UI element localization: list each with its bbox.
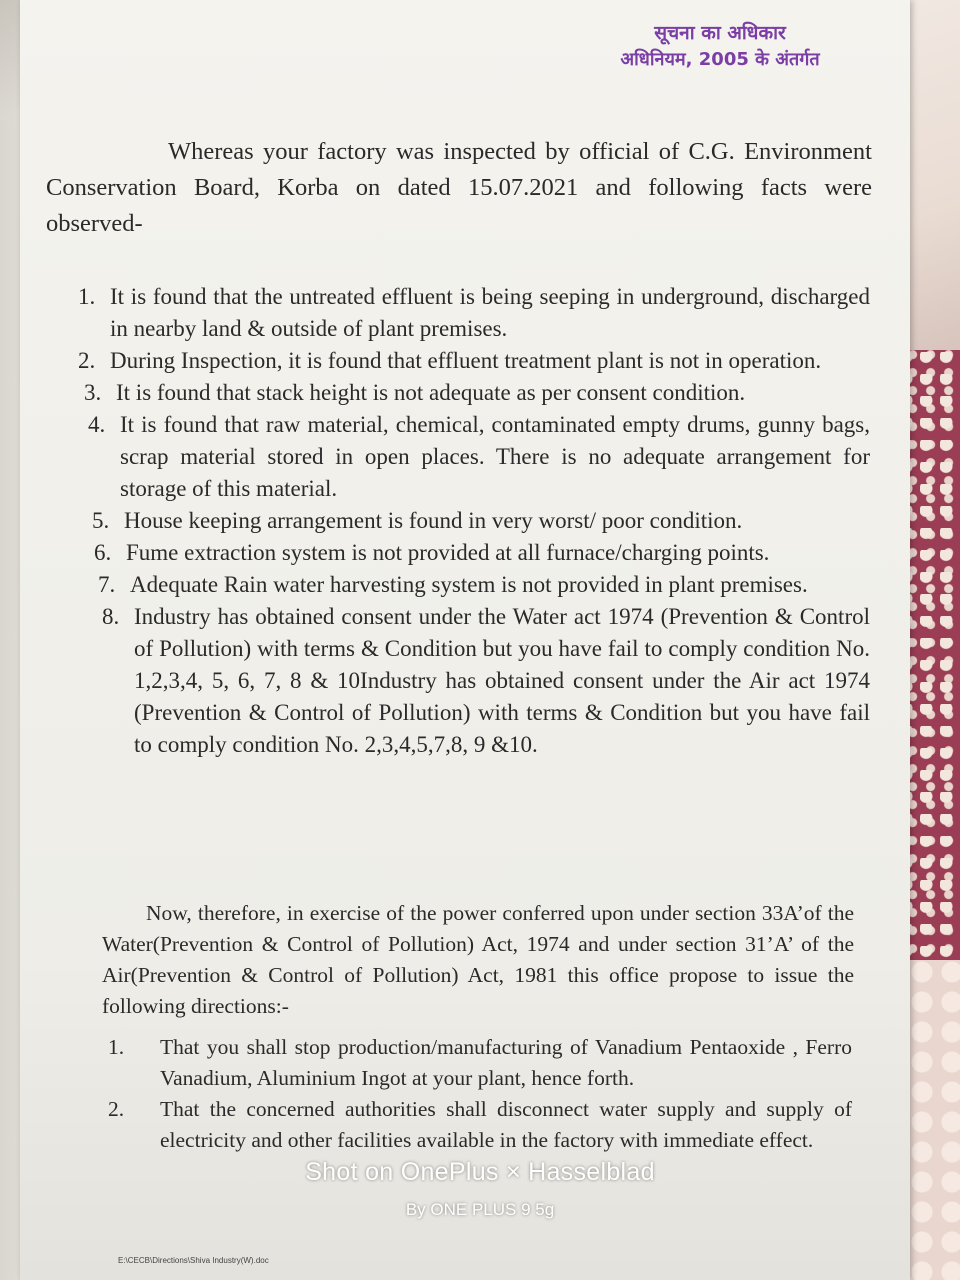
stamp-line-1: सूचना का अधिकार [654, 22, 786, 44]
observation-item [102, 601, 870, 761]
observation-item [78, 345, 870, 377]
item-text: Adequate Rain water harvesting system is not provided in plant premises. [130, 572, 808, 597]
direction-item [108, 1032, 852, 1094]
observation-item [98, 569, 870, 601]
document-page [20, 0, 910, 1280]
item-text: It is found that raw material, chemical, contaminated empty drums, gunny bags, scrap material stored in open places. There is no adequate arrangement for storage of this material. [120, 412, 870, 501]
intro-paragraph: Whereas your factory was inspected by official of C.G. Environment Conservation Board, Korba on dated 15.07.2021 and following facts were observed- [46, 138, 872, 237]
item-number: 7. [98, 572, 116, 597]
stamp-line-2: अधिनियम, 2005 के अंतर्गत [620, 48, 820, 70]
camera-watermark: Shot on OnePlus × Hasselblad [305, 1158, 655, 1186]
item-text: That you shall stop production/manufacturing of Vanadium Pentaoxide , Ferro Vanadium, Aluminium Ingot at your plant, hence forth. [160, 1035, 852, 1090]
item-text: House keeping arrangement is found in very worst/ poor condition. [124, 508, 743, 533]
item-number: 3. [84, 380, 102, 405]
observation-item [88, 409, 870, 505]
item-text: It is found that stack height is not adequate as per consent condition. [116, 380, 746, 405]
file-path-footer: E:\CECB\Directions\Shiva Industry(W).doc [118, 1256, 269, 1265]
item-number: 1. [78, 284, 96, 309]
item-number: 8. [102, 604, 120, 629]
item-text: During Inspection, it is found that effluent treatment plant is not in operation. [110, 348, 822, 373]
item-number: 2. [108, 1097, 125, 1121]
observation-item [92, 505, 870, 537]
item-number: 4. [88, 412, 106, 437]
observations-list [78, 281, 870, 761]
observation-item [78, 281, 870, 345]
item-number: 2. [78, 348, 96, 373]
directions-list [108, 1032, 852, 1156]
directions-preamble: Now, therefore, in exercise of the power conferred upon under section 33A’of the Water(Prevention & Control of Pollution) Act, 1974 and under section 31’A’ of the Air(Prevention & Control of Pollution) Act, 1981 this office propose to issue the following directions:- [102, 901, 854, 1018]
camera-watermark-device: By ONE PLUS 9 5g [405, 1200, 555, 1219]
observation-item [94, 537, 870, 569]
item-number: 5. [92, 508, 110, 533]
item-number: 6. [94, 540, 112, 565]
item-text: Fume extraction system is not provided at all furnace/charging points. [126, 540, 770, 565]
observation-item [84, 377, 870, 409]
direction-item [108, 1094, 852, 1156]
rti-stamp [610, 20, 830, 72]
item-number: 1. [108, 1035, 125, 1059]
item-text: That the concerned authorities shall disconnect water supply and supply of electricity and other facilities available in the factory with immediate effect. [160, 1097, 852, 1152]
item-text: It is found that the untreated effluent is being seeping in underground, discharged in nearby land & outside of plant premises. [110, 284, 870, 341]
item-text: Industry has obtained consent under the Water act 1974 (Prevention & Control of Pollution) with terms & Condition but you have fail to comply condition No. 1,2,3,4, 5, 6, 7, 8 & 10Industry has obtained consent under the Air act 1974 (Prevention & Control of Pollution) with terms & Condition but you have fail to comply condition No. 2,3,4,5,7,8, 9 &10. [134, 604, 870, 757]
